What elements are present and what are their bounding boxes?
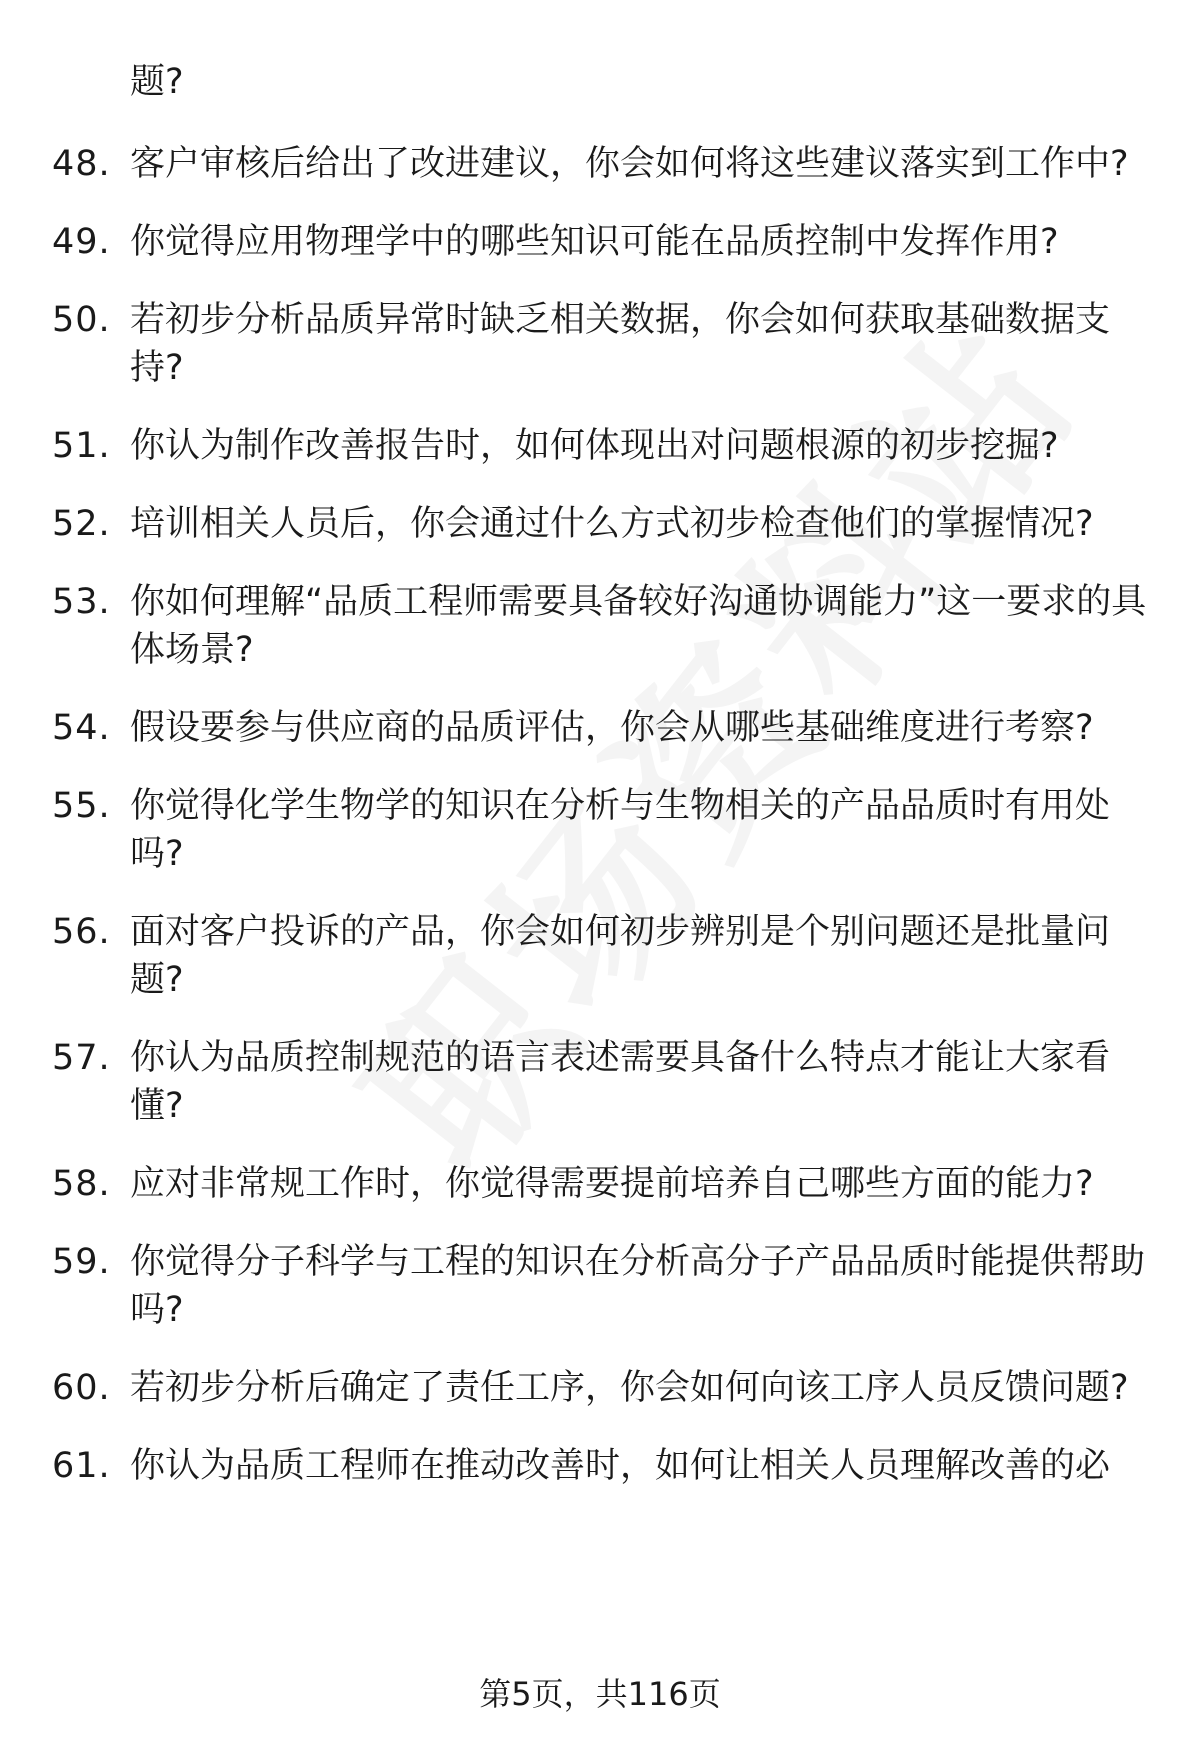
list-item [52,500,1152,548]
item-text: 培训相关人员后，你会通过什么方式初步检查他们的掌握情况? [130,504,1094,544]
item-number: 60. [52,1368,111,1408]
list-item [52,58,1152,106]
list-item [52,578,1152,674]
item-text: 你认为品质工程师在推动改善时，如何让相关人员理解改善的必 [130,1446,1111,1486]
list-item [52,1160,1152,1208]
item-number: 59. [52,1242,111,1282]
item-text: 假设要参与供应商的品质评估，你会从哪些基础维度进行考察? [130,708,1094,748]
item-text: 若初步分析后确定了责任工序，你会如何向该工序人员反馈问题? [130,1368,1129,1408]
list-item [52,782,1152,878]
item-number: 49. [52,222,111,262]
item-text: 你如何理解“品质工程师需要具备较好沟通协调能力”这一要求的具体场景? [130,582,1147,670]
item-number: 58. [52,1164,111,1204]
item-text: 你觉得应用物理学中的哪些知识可能在品质控制中发挥作用? [130,222,1059,262]
list-item [52,218,1152,266]
item-text: 题? [130,62,184,102]
list-item [52,1034,1152,1130]
item-number: 51. [52,426,111,466]
item-number: 48. [52,144,111,184]
item-text: 面对客户投诉的产品，你会如何初步辨别是个别问题还是批量问题? [130,912,1111,1000]
list-item [52,1442,1152,1490]
item-text: 你认为品质控制规范的语言表述需要具备什么特点才能让大家看懂? [130,1038,1111,1126]
question-list [52,58,1152,1520]
list-item [52,1238,1152,1334]
item-number: 56. [52,912,111,952]
item-text: 若初步分析品质异常时缺乏相关数据，你会如何获取基础数据支持? [130,300,1111,388]
item-text: 应对非常规工作时，你觉得需要提前培养自己哪些方面的能力? [130,1164,1094,1204]
item-number: 52. [52,504,111,544]
item-number: 54. [52,708,111,748]
list-item [52,422,1152,470]
page-footer: 第5页，共116页 [479,1675,721,1713]
list-item [52,704,1152,752]
item-number: 50. [52,300,111,340]
list-item [52,296,1152,392]
item-number: 61. [52,1446,111,1486]
item-text: 你认为制作改善报告时，如何体现出对问题根源的初步挖掘? [130,426,1059,466]
item-number: 53. [52,582,111,622]
item-text: 客户审核后给出了改进建议，你会如何将这些建议落实到工作中? [130,144,1129,184]
list-item [52,1364,1152,1412]
item-number: 57. [52,1038,111,1078]
list-item [52,140,1152,188]
item-text: 你觉得化学生物学的知识在分析与生物相关的产品品质时有用处吗? [130,786,1111,874]
item-number: 55. [52,786,111,826]
item-text: 你觉得分子科学与工程的知识在分析高分子产品品质时能提供帮助吗? [130,1242,1146,1330]
list-item [52,908,1152,1004]
